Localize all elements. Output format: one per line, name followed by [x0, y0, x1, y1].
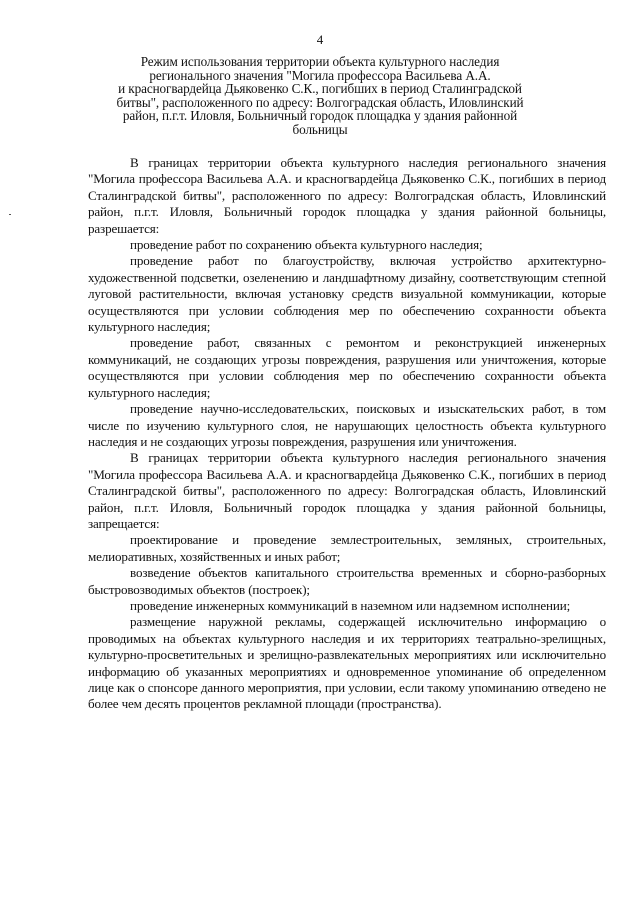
title-line: район, п.г.т. Иловля, Больничный городок площадка у здания районной	[122, 108, 518, 124]
title-line: Режим использования территории объекта культурного наследия	[140, 54, 500, 69]
paragraph-prohibited-item: размещение наружной рекламы, содержащей исключительно информацию о проводимых на объектах культурного наследия и их территориях театрально-зрелищных, культурно-просветительных и зрелищно-развлекательных мероприятиях или исключительно информацию об указанных мероприятиях и одновременное упоминание об определенном лице как о спонсоре данного мероприятия, при условии, если такому упоминанию отведено не более чем десять процентов рекламной площади (пространства).	[88, 614, 606, 712]
document-title	[110, 55, 530, 137]
paragraph-permitted-item: проведение работ, связанных с ремонтом и реконструкцией инженерных коммуникаций, не создающих угрозы повреждения, разрушения или уничтожения, которые осуществляются при условии соблюдения мер по обеспечению сохранности объекта культурного наследия;	[88, 335, 606, 400]
paragraph-prohibited-intro: В границах территории объекта культурного наследия регионального значения "Могила профессора Васильева А.А. и красногвардейца Дьяковенко С.К., погибших в период Сталинградской битвы", расположенного по адресу: Волгоградская область, Иловлинский район, п.г.т. Иловля, Больничный городок площадка у здания районной больницы, запрещается:	[88, 450, 606, 531]
title-line: регионального значения "Могила профессора Васильева А.А.	[149, 67, 491, 83]
title-line: битвы", расположенного по адресу: Волгоградская область, Иловлинский	[116, 94, 524, 110]
paragraph-permitted-item: проведение научно-исследовательских, поисковых и изыскательских работ, в том числе по изучению культурного слоя, не нарушающих целостность объекта культурного наследия и не создающих угрозы повреждения, разрушения или уничтожения.	[88, 401, 606, 449]
paragraph-permitted-item: проведение работ по сохранению объекта культурного наследия;	[130, 237, 483, 253]
title-line: и красногвардейца Дьяковенко С.К., погибших в период Сталинградской	[118, 81, 522, 97]
page-number: 4	[316, 32, 324, 47]
document-body	[88, 155, 606, 713]
title-line: больницы	[292, 121, 348, 137]
paragraph-prohibited-item: проведение инженерных коммуникаций в наземном или надземном исполнении;	[130, 597, 571, 613]
paragraph-prohibited-item: проектирование и проведение землестроительных, земляных, строительных, мелиоративных, хозяйственных и иных работ;	[88, 532, 606, 564]
paragraph-permitted-item: проведение работ по благоустройству, включая устройство архитектурно-художественной подсветки, озеленению и ландшафтному дизайну, соответствующим степной луговой растительности, включая установку средств визуальной коммуникации, которые осуществляются при условии соблюдения мер по обеспечению сохранности объекта культурного наследия;	[88, 253, 606, 335]
paragraph-prohibited-item: возведение объектов капитального строительства временных и сборно-разборных быстровозводимых объектов (построек);	[88, 565, 606, 597]
scan-margin-mark	[9, 214, 11, 215]
paragraph-permitted-intro: В границах территории объекта культурного наследия регионального значения "Могила профессора Васильева А.А. и красногвардейца Дьяковенко С.К., погибших в период Сталинградской битвы", расположенного по адресу: Волгоградская область, Иловлинский район, п.г.т. Иловля, Больничный городок площадка у здания районной больницы, разрешается:	[88, 155, 606, 236]
